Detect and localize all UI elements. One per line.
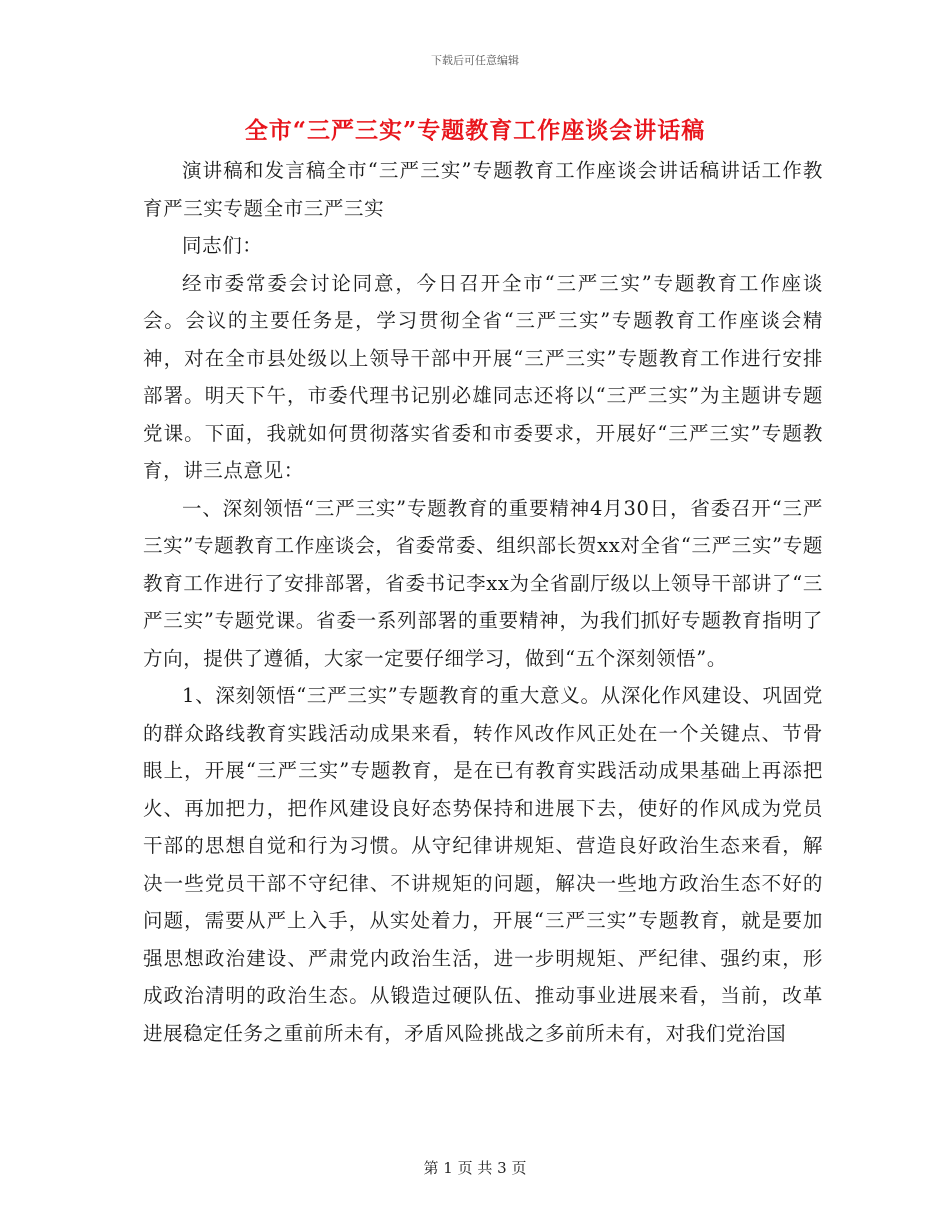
paragraph-keywords: 演讲稿和发言稿全市“三严三实”专题教育工作座谈会讲话稿讲话工作教育严三实专题全市三严三实 (143, 159, 823, 220)
paragraph-point-one: 1、深刻领悟“三严三实”专题教育的重大意义。从深化作风建设、巩固党的群众路线教育实践活动成果来看，转作风改作风正处在一个关键点、节骨眼上，开展“三严三实”专题教育，是在已有教育实践活动成果基础上再添把火、再加把力，把作风建设良好态势保持和进展下去，使好的作风成为党员干部的思想自觉和行为习惯。从守纪律讲规矩、营造良好政治生态来看，解决一些党员干部不守纪律、不讲规矩的问题，解决一些地方政治生态不好的问题，需要从严上入手，从实处着力，开展“三严三实”专题教育，就是要加强思想政治建设、严肃党内政治生活，进一步明规矩、严纪律、强约束，形成政治清明的政治生态。从锻造过硬队伍、推动事业进展来看，当前，改革进展稳定任务之重前所未有，矛盾风险挑战之多前所未有，对我们党治国 (143, 684, 823, 1045)
paragraph-salutation: 同志们： (182, 234, 263, 257)
header-note: 下载后可任意编辑 (431, 54, 519, 67)
document-title: 全市“三严三实”专题教育工作座谈会讲话稿 (244, 117, 706, 144)
page-indicator: 第 1 页 共 3 页 (423, 1159, 527, 1177)
paragraph-section-one: 一、深刻领悟“三严三实”专题教育的重要精神4月30日，省委召开“三严三实”专题教育工作座谈会，省委常委、组织部长贺xx对全省“三严三实”专题教育工作进行了安排部署，省委书记李xx为全省副厅级以上领导干部讲了“三严三实”专题党课。省委一系列部署的重要精神，为我们抓好专题教育指明了方向，提供了遵循，大家一定要仔细学习，做到“五个深刻领悟”。 (143, 496, 823, 670)
paragraph-intro: 经市委常委会讨论同意，今日召开全市“三严三实”专题教育工作座谈会。会议的主要任务是，学习贯彻全省“三严三实”专题教育工作座谈会精神，对在全市县处级以上领导干部中开展“三严三实”专题教育工作进行安排部署。明天下午，市委代理书记别必雄同志还将以“三严三实”为主题讲专题党课。下面，我就如何贯彻落实省委和市委要求，开展好“三严三实”专题教育，讲三点意见： (143, 271, 823, 482)
document-body (143, 152, 823, 1052)
